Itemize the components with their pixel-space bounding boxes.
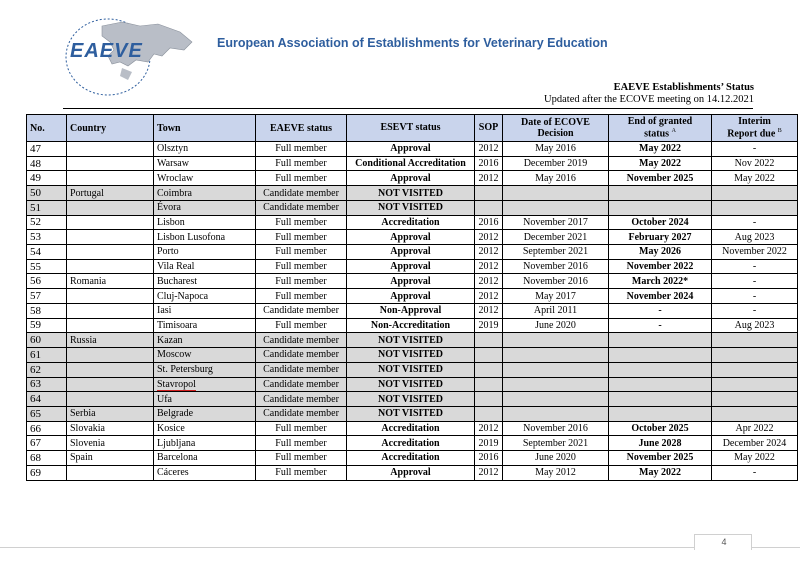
cell-esevt-status: Approval [347,245,475,260]
cell-town: Barcelona [154,451,256,466]
table-row [27,156,798,171]
cell-end-granted: November 2025 [609,171,712,186]
cell-no: 49 [27,171,67,186]
cell-country [67,348,154,363]
cell-town: Vila Real [154,259,256,274]
cell-country: Portugal [67,186,154,201]
cell-interim-report: November 2022 [712,245,798,260]
cell-decision-date [503,362,609,377]
col-header-esevt-status: ESEVT status [347,115,475,142]
cell-eaeve-status: Full member [256,142,347,157]
footnote-marker-b: B [777,127,782,134]
cell-town: Ufa [154,392,256,407]
cell-sop: 2012 [475,230,503,245]
col-header-interim [712,115,798,142]
cell-eaeve-status: Full member [256,171,347,186]
cell-sop: 2012 [475,142,503,157]
cell-eaeve-status: Full member [256,156,347,171]
cell-esevt-status: NOT VISITED [347,186,475,201]
cell-country [67,303,154,318]
cell-esevt-status: Non-Accreditation [347,318,475,333]
cell-decision-date [503,377,609,392]
cell-town: Wroclaw [154,171,256,186]
cell-decision-date: May 2016 [503,171,609,186]
cell-no: 65 [27,406,67,421]
cell-esevt-status: Accreditation [347,436,475,451]
cell-sop: 2019 [475,318,503,333]
cell-esevt-status: NOT VISITED [347,348,475,363]
cell-sop: 2016 [475,156,503,171]
cell-decision-date: September 2021 [503,245,609,260]
cell-country [67,171,154,186]
cell-esevt-status: Approval [347,289,475,304]
cell-decision-date: April 2011 [503,303,609,318]
cell-decision-date: May 2016 [503,142,609,157]
cell-no: 52 [27,215,67,230]
cell-eaeve-status: Full member [256,465,347,480]
cell-end-granted [609,406,712,421]
cell-esevt-status: Approval [347,259,475,274]
table-row [27,289,798,304]
cell-country [67,245,154,260]
cell-interim-report: - [712,142,798,157]
cell-sop: 2012 [475,259,503,274]
table-row [27,362,798,377]
cell-esevt-status: Approval [347,142,475,157]
col-header-decision [503,115,609,142]
cell-decision-date: December 2021 [503,230,609,245]
cell-country [67,392,154,407]
cell-interim-report: December 2024 [712,436,798,451]
cell-decision-date: September 2021 [503,436,609,451]
cell-eaeve-status: Full member [256,421,347,436]
cell-decision-date [503,200,609,215]
cell-no: 64 [27,392,67,407]
table-row [27,186,798,201]
cell-eaeve-status: Full member [256,451,347,466]
cell-end-granted: October 2025 [609,421,712,436]
cell-no: 57 [27,289,67,304]
table-row [27,451,798,466]
cell-decision-date [503,333,609,348]
cell-esevt-status: NOT VISITED [347,377,475,392]
cell-esevt-status: NOT VISITED [347,392,475,407]
cell-country [67,142,154,157]
col-header-country: Country [67,115,154,142]
cell-interim-report: Aug 2023 [712,230,798,245]
col-header-decision-line1: Date of ECOVE [521,116,590,128]
cell-end-granted: February 2027 [609,230,712,245]
col-header-end-granted [609,115,712,142]
cell-sop: 2012 [475,465,503,480]
table-row [27,348,798,363]
cell-country: Spain [67,451,154,466]
cell-interim-report: - [712,303,798,318]
cell-country [67,318,154,333]
cell-country [67,215,154,230]
cell-end-granted [609,362,712,377]
cell-sop [475,200,503,215]
cell-eaeve-status: Full member [256,230,347,245]
cell-eaeve-status: Candidate member [256,406,347,421]
cell-esevt-status: Approval [347,171,475,186]
cell-interim-report: Nov 2022 [712,156,798,171]
table-row [27,245,798,260]
table-row [27,421,798,436]
cell-town: Timisoara [154,318,256,333]
cell-interim-report: May 2022 [712,171,798,186]
cell-town: Porto [154,245,256,260]
organization-name: European Association of Establishments for Veterinary Education [217,36,608,50]
cell-country [67,156,154,171]
col-header-interim-line2: Report due [727,128,776,140]
cell-esevt-status: NOT VISITED [347,333,475,348]
header-divider [63,108,753,109]
cell-end-granted: June 2028 [609,436,712,451]
cell-sop [475,392,503,407]
cell-sop: 2012 [475,245,503,260]
cell-sop: 2012 [475,171,503,186]
logo-wordmark: EAEVE [70,40,143,62]
page-number: 4 [721,537,727,547]
cell-no: 54 [27,245,67,260]
cell-end-granted: May 2022 [609,156,712,171]
cell-country [67,259,154,274]
cell-town: St. Petersburg [154,362,256,377]
cell-no: 62 [27,362,67,377]
cell-no: 61 [27,348,67,363]
cell-esevt-status: Accreditation [347,421,475,436]
cell-no: 60 [27,333,67,348]
cell-decision-date: December 2019 [503,156,609,171]
cell-eaeve-status: Candidate member [256,200,347,215]
eaeve-logo [62,14,202,100]
cell-end-granted: October 2024 [609,215,712,230]
document-subtitle: Updated after the ECOVE meeting on 14.12.2021 [544,94,754,105]
cell-sop [475,333,503,348]
cell-eaeve-status: Candidate member [256,333,347,348]
cell-town: Moscow [154,348,256,363]
cell-no: 48 [27,156,67,171]
cell-country: Slovakia [67,421,154,436]
cell-decision-date [503,186,609,201]
cell-esevt-status: Approval [347,230,475,245]
cell-eaeve-status: Full member [256,259,347,274]
cell-eaeve-status: Candidate member [256,303,347,318]
cell-decision-date: May 2017 [503,289,609,304]
table-header-row [27,115,798,142]
cell-interim-report [712,348,798,363]
cell-decision-date: May 2012 [503,465,609,480]
cell-town: Lisbon Lusofona [154,230,256,245]
cell-interim-report [712,362,798,377]
cell-end-granted [609,333,712,348]
table-row [27,142,798,157]
col-header-sop: SOP [475,115,503,142]
table-body [27,142,798,481]
cell-decision-date: November 2016 [503,274,609,289]
col-header-no: No. [27,115,67,142]
cell-town: Olsztyn [154,142,256,157]
cell-no: 66 [27,421,67,436]
table-row [27,303,798,318]
table-row [27,392,798,407]
col-header-eaeve-status: EAEVE status [256,115,347,142]
col-header-town: Town [154,115,256,142]
cell-end-granted [609,377,712,392]
cell-country [67,377,154,392]
cell-end-granted: - [609,318,712,333]
cell-no: 67 [27,436,67,451]
cell-interim-report: - [712,274,798,289]
table-row [27,436,798,451]
cell-eaeve-status: Full member [256,215,347,230]
cell-esevt-status: NOT VISITED [347,362,475,377]
cell-eaeve-status: Candidate member [256,377,347,392]
cell-town: Coimbra [154,186,256,201]
cell-esevt-status: Conditional Accreditation [347,156,475,171]
cell-end-granted [609,200,712,215]
cell-town: Évora [154,200,256,215]
cell-country: Romania [67,274,154,289]
cell-end-granted [609,348,712,363]
cell-interim-report: - [712,465,798,480]
cell-no: 55 [27,259,67,274]
table-row [27,377,798,392]
cell-end-granted: November 2022 [609,259,712,274]
cell-interim-report: - [712,289,798,304]
cell-town-text: Stavropol [157,378,196,390]
cell-decision-date: November 2016 [503,259,609,274]
cell-no: 53 [27,230,67,245]
table-row [27,318,798,333]
cell-interim-report [712,200,798,215]
cell-end-granted: May 2022 [609,465,712,480]
cell-country [67,362,154,377]
cell-country [67,289,154,304]
table-row [27,230,798,245]
table-row [27,215,798,230]
cell-end-granted [609,392,712,407]
table-row [27,259,798,274]
cell-eaeve-status: Candidate member [256,348,347,363]
cell-country: Serbia [67,406,154,421]
cell-eaeve-status: Full member [256,318,347,333]
cell-interim-report: Aug 2023 [712,318,798,333]
cell-sop: 2016 [475,215,503,230]
cell-interim-report [712,392,798,407]
cell-town: Ljubljana [154,436,256,451]
cell-interim-report [712,377,798,392]
cell-end-granted: November 2024 [609,289,712,304]
cell-esevt-status: Approval [347,274,475,289]
cell-sop [475,362,503,377]
cell-end-granted: November 2025 [609,451,712,466]
cell-country [67,230,154,245]
cell-sop: 2019 [475,436,503,451]
cell-esevt-status: Accreditation [347,451,475,466]
cell-decision-date: June 2020 [503,318,609,333]
cell-esevt-status: NOT VISITED [347,406,475,421]
cell-eaeve-status: Candidate member [256,362,347,377]
table-row [27,465,798,480]
cell-no: 58 [27,303,67,318]
cell-sop: 2016 [475,451,503,466]
cell-eaeve-status: Full member [256,289,347,304]
cell-town: Kosice [154,421,256,436]
cell-country [67,200,154,215]
cell-town: Bucharest [154,274,256,289]
cell-interim-report [712,333,798,348]
cell-end-granted: - [609,303,712,318]
col-header-interim-line1: Interim [738,116,771,128]
cell-no: 47 [27,142,67,157]
cell-town: Cáceres [154,465,256,480]
cell-no: 59 [27,318,67,333]
cell-sop [475,186,503,201]
table-row [27,406,798,421]
col-header-end-granted-line2: status [644,128,670,140]
cell-decision-date: June 2020 [503,451,609,466]
cell-end-granted [609,186,712,201]
cell-town: Kazan [154,333,256,348]
cell-esevt-status: Non-Approval [347,303,475,318]
cell-sop: 2012 [475,289,503,304]
cell-interim-report: May 2022 [712,451,798,466]
cell-decision-date [503,392,609,407]
cell-no: 56 [27,274,67,289]
cell-country: Slovenia [67,436,154,451]
cell-country [67,465,154,480]
cell-eaeve-status: Full member [256,274,347,289]
col-header-decision-line2: Decision [537,128,574,139]
page-number-box [694,534,752,550]
cell-town [154,377,256,392]
cell-decision-date: November 2017 [503,215,609,230]
cell-interim-report [712,186,798,201]
cell-esevt-status: NOT VISITED [347,200,475,215]
cell-decision-date [503,348,609,363]
cell-eaeve-status: Full member [256,245,347,260]
cell-interim-report [712,406,798,421]
cell-esevt-status: Approval [347,465,475,480]
cell-sop: 2012 [475,274,503,289]
cell-eaeve-status: Full member [256,436,347,451]
cell-town: Warsaw [154,156,256,171]
cell-decision-date [503,406,609,421]
col-header-end-granted-line1: End of granted [627,116,693,128]
document-title: EAEVE Establishments’ Status [613,82,754,93]
cell-town: Lisbon [154,215,256,230]
table-row [27,200,798,215]
cell-sop [475,406,503,421]
cell-decision-date: November 2016 [503,421,609,436]
cell-sop: 2012 [475,421,503,436]
cell-interim-report: - [712,259,798,274]
cell-interim-report: - [712,215,798,230]
cell-eaeve-status: Candidate member [256,392,347,407]
cell-end-granted: May 2026 [609,245,712,260]
cell-no: 50 [27,186,67,201]
footnote-marker-a: A [671,127,676,134]
cell-end-granted: March 2022* [609,274,712,289]
cell-interim-report: Apr 2022 [712,421,798,436]
cell-town: Cluj-Napoca [154,289,256,304]
cell-end-granted: May 2022 [609,142,712,157]
cell-country: Russia [67,333,154,348]
table-row [27,171,798,186]
cell-sop [475,377,503,392]
table-row [27,333,798,348]
footer-divider [0,547,800,548]
table-row [27,274,798,289]
cell-sop: 2012 [475,303,503,318]
cell-no: 68 [27,451,67,466]
cell-town: Belgrade [154,406,256,421]
cell-no: 63 [27,377,67,392]
cell-no: 51 [27,200,67,215]
cell-sop [475,348,503,363]
cell-eaeve-status: Candidate member [256,186,347,201]
status-table [26,114,798,481]
cell-town: Iasi [154,303,256,318]
cell-esevt-status: Accreditation [347,215,475,230]
cell-no: 69 [27,465,67,480]
